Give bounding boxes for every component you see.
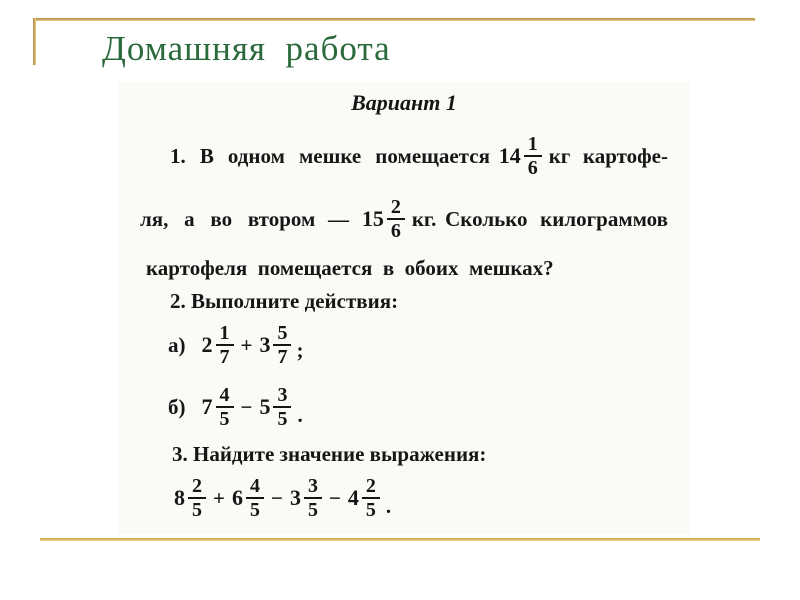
mixed-number bbox=[499, 134, 542, 179]
mixed-number bbox=[259, 323, 291, 368]
fraction-numerator: 2 bbox=[188, 476, 206, 499]
problem3-expression bbox=[140, 472, 668, 524]
fraction-numerator: 5 bbox=[273, 323, 291, 346]
problem1-line1-math bbox=[499, 134, 668, 179]
top-border-line bbox=[33, 18, 755, 21]
operator: + bbox=[213, 485, 225, 510]
mixed-number bbox=[232, 476, 264, 521]
problem1-line2-math bbox=[362, 197, 437, 242]
fraction bbox=[188, 476, 206, 521]
fraction-denominator: 5 bbox=[277, 407, 288, 430]
punctuation: . bbox=[385, 493, 392, 518]
bottom-border-line bbox=[40, 538, 760, 541]
whole-number: 4 bbox=[347, 485, 359, 510]
operator: − bbox=[270, 485, 283, 510]
item-label: а) bbox=[168, 332, 186, 357]
problem1-line1 bbox=[140, 130, 668, 182]
problem3-heading: 3. Найдите значение выражения: bbox=[172, 442, 487, 466]
worksheet-scan bbox=[118, 82, 690, 534]
punctuation: . bbox=[297, 402, 303, 427]
problem1-line2 bbox=[140, 194, 668, 244]
fraction bbox=[273, 323, 291, 368]
problem2-item-b bbox=[140, 382, 668, 432]
variant-heading: Вариант 1 bbox=[351, 90, 457, 115]
fraction-denominator: 5 bbox=[307, 498, 318, 521]
fraction-denominator: 5 bbox=[249, 498, 260, 521]
fraction bbox=[387, 197, 405, 242]
mixed-number bbox=[202, 323, 234, 368]
mixed-number bbox=[259, 385, 291, 430]
fraction bbox=[362, 476, 380, 521]
operator: − bbox=[328, 485, 341, 510]
fraction bbox=[273, 385, 291, 430]
fraction-denominator: 7 bbox=[277, 345, 288, 368]
fraction-denominator: 5 bbox=[192, 498, 202, 521]
problem2-item-a bbox=[140, 320, 668, 370]
problem1-line2-after: Сколько килограммов bbox=[445, 206, 668, 231]
fraction bbox=[246, 476, 264, 521]
problem2-heading: 2. Выполните действия: bbox=[170, 289, 399, 313]
mixed-number bbox=[174, 476, 206, 521]
fraction-denominator: 5 bbox=[365, 498, 376, 521]
fraction-numerator: 1 bbox=[524, 134, 542, 157]
mixed-number bbox=[202, 385, 234, 430]
fraction-numerator: 2 bbox=[362, 476, 380, 499]
problem1-line1-text: 1. В одном мешке помещается bbox=[170, 143, 490, 168]
whole-number: 6 bbox=[231, 485, 243, 510]
mixed-number bbox=[348, 476, 380, 521]
whole-number: 5 bbox=[259, 394, 271, 419]
fraction-numerator: 4 bbox=[216, 385, 234, 408]
unit-text: кг. bbox=[411, 206, 437, 231]
fraction bbox=[216, 323, 234, 368]
fraction-denominator: 6 bbox=[390, 219, 401, 242]
fraction-numerator: 3 bbox=[273, 385, 291, 408]
problem1-line3: картофеля помещается в обоих мешках? bbox=[146, 256, 554, 280]
fraction-numerator: 1 bbox=[216, 323, 234, 346]
fraction-numerator: 2 bbox=[387, 197, 405, 220]
mixed-number bbox=[362, 197, 405, 242]
mixed-number bbox=[290, 476, 322, 521]
problem1-line2-text: ля, а во втором bbox=[140, 206, 316, 231]
operator: − bbox=[240, 394, 253, 419]
top-left-corner-line bbox=[33, 18, 36, 65]
fraction-numerator: 4 bbox=[246, 476, 264, 499]
whole-number: 7 bbox=[201, 394, 213, 419]
operator: + bbox=[240, 332, 253, 357]
whole-number: 3 bbox=[289, 485, 301, 510]
whole-number: 14 bbox=[498, 143, 521, 168]
fraction bbox=[304, 476, 322, 521]
fraction bbox=[216, 385, 234, 430]
fraction bbox=[524, 134, 542, 179]
em-dash: — bbox=[328, 206, 350, 231]
item-label: б) bbox=[168, 394, 186, 419]
whole-number: 15 bbox=[361, 206, 384, 231]
whole-number: 2 bbox=[201, 332, 213, 357]
punctuation: ; bbox=[296, 337, 304, 362]
whole-number: 8 bbox=[174, 485, 185, 510]
fraction-numerator: 3 bbox=[304, 476, 322, 499]
fraction-denominator: 6 bbox=[527, 156, 538, 179]
page-title: Домашняя работа bbox=[102, 29, 391, 68]
fraction-denominator: 7 bbox=[219, 345, 230, 368]
whole-number: 3 bbox=[259, 332, 271, 357]
unit-text: кг картофе- bbox=[548, 143, 668, 168]
fraction-denominator: 5 bbox=[219, 407, 230, 430]
